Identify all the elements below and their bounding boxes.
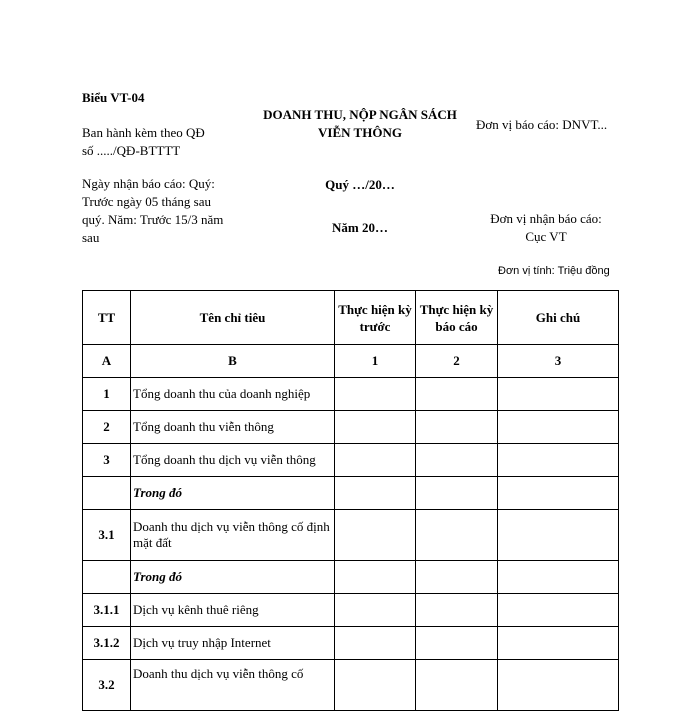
cell-current[interactable] bbox=[416, 378, 498, 411]
row-name: Tổng doanh thu dịch vụ viễn thông bbox=[131, 444, 335, 477]
receive-line-2: Trước ngày 05 tháng sau bbox=[82, 194, 211, 209]
row-name: Trong đó bbox=[131, 477, 335, 510]
title-line-2: VIỄN THÔNG bbox=[318, 125, 402, 140]
row-tt: 3.2 bbox=[83, 660, 131, 711]
row-name: Dịch vụ truy nhập Internet bbox=[131, 627, 335, 660]
cell-prev[interactable] bbox=[335, 594, 416, 627]
report-table bbox=[82, 290, 619, 711]
issued-line-2: số ...../QĐ-BTTTT bbox=[82, 143, 181, 158]
col-header-note: Ghi chú bbox=[498, 291, 619, 345]
cell-note[interactable] bbox=[498, 510, 619, 561]
cell-note[interactable] bbox=[498, 561, 619, 594]
cell-prev[interactable] bbox=[335, 510, 416, 561]
row-name: Doanh thu dịch vụ viễn thông cố bbox=[131, 660, 335, 711]
receive-line-1: Ngày nhận báo cáo: Quý: bbox=[82, 176, 215, 191]
table-row bbox=[83, 411, 619, 444]
issued-line-1: Ban hành kèm theo QĐ bbox=[82, 125, 205, 140]
cell-prev[interactable] bbox=[335, 477, 416, 510]
col-header-report-period: Thực hiện kỳ báo cáo bbox=[416, 291, 498, 345]
row-name: Doanh thu dịch vụ viễn thông cố định mặt đất bbox=[131, 510, 335, 561]
cell-current[interactable] bbox=[416, 411, 498, 444]
cell-prev[interactable] bbox=[335, 660, 416, 711]
cell-note[interactable] bbox=[498, 444, 619, 477]
col-code-b: B bbox=[131, 345, 335, 378]
table-row bbox=[83, 378, 619, 411]
report-title bbox=[250, 106, 470, 142]
row-tt: 3.1.2 bbox=[83, 627, 131, 660]
row-tt bbox=[83, 561, 131, 594]
cell-current[interactable] bbox=[416, 561, 498, 594]
row-name: Trong đó bbox=[131, 561, 335, 594]
cell-current[interactable] bbox=[416, 627, 498, 660]
cell-prev[interactable] bbox=[335, 561, 416, 594]
table-row bbox=[83, 627, 619, 660]
cell-prev[interactable] bbox=[335, 411, 416, 444]
cell-note[interactable] bbox=[498, 411, 619, 444]
col-code-3: 3 bbox=[498, 345, 619, 378]
table-row bbox=[83, 444, 619, 477]
row-tt: 2 bbox=[83, 411, 131, 444]
row-name: Dịch vụ kênh thuê riêng bbox=[131, 594, 335, 627]
col-header-prev-period: Thực hiện kỳ trước bbox=[335, 291, 416, 345]
col-header-tt: TT bbox=[83, 291, 131, 345]
table-row bbox=[83, 660, 619, 711]
row-tt: 3.1 bbox=[83, 510, 131, 561]
title-line-1: DOANH THU, NỘP NGÂN SÁCH bbox=[263, 107, 457, 122]
column-code-row bbox=[83, 345, 619, 378]
row-tt: 1 bbox=[83, 378, 131, 411]
receive-line-3: quý. Năm: Trước 15/3 năm bbox=[82, 212, 224, 227]
row-tt: 3.1.1 bbox=[83, 594, 131, 627]
cell-current[interactable] bbox=[416, 444, 498, 477]
table-row bbox=[83, 510, 619, 561]
cell-note[interactable] bbox=[498, 477, 619, 510]
cell-prev[interactable] bbox=[335, 627, 416, 660]
cell-note[interactable] bbox=[498, 378, 619, 411]
year-label: Năm 20… bbox=[332, 220, 388, 235]
receiving-unit bbox=[478, 210, 614, 246]
cell-current[interactable] bbox=[416, 660, 498, 711]
cell-current[interactable] bbox=[416, 477, 498, 510]
col-code-a: A bbox=[83, 345, 131, 378]
receiving-unit-line-2: Cục VT bbox=[525, 229, 567, 244]
cell-prev[interactable] bbox=[335, 444, 416, 477]
table-row bbox=[83, 477, 619, 510]
table-header-row bbox=[83, 291, 619, 345]
row-tt bbox=[83, 477, 131, 510]
receive-line-4: sau bbox=[82, 230, 100, 245]
reporting-unit: Đơn vị báo cáo: DNVT... bbox=[476, 117, 608, 132]
cell-note[interactable] bbox=[498, 627, 619, 660]
row-tt: 3 bbox=[83, 444, 131, 477]
col-code-1: 1 bbox=[335, 345, 416, 378]
cell-current[interactable] bbox=[416, 510, 498, 561]
table-row bbox=[83, 561, 619, 594]
quarter-label: Quý …/20… bbox=[325, 177, 395, 192]
cell-current[interactable] bbox=[416, 594, 498, 627]
receiving-unit-line-1: Đơn vị nhận báo cáo: bbox=[490, 211, 602, 226]
receive-date-note bbox=[82, 175, 252, 247]
col-code-2: 2 bbox=[416, 345, 498, 378]
cell-note[interactable] bbox=[498, 660, 619, 711]
row-name: Tổng doanh thu của doanh nghiệp bbox=[131, 378, 335, 411]
col-header-name: Tên chỉ tiêu bbox=[131, 291, 335, 345]
form-code: Biểu VT-04 bbox=[82, 90, 145, 105]
row-name: Tổng doanh thu viễn thông bbox=[131, 411, 335, 444]
cell-note[interactable] bbox=[498, 594, 619, 627]
unit-of-measure: Đơn vị tính: Triệu đồng bbox=[498, 265, 610, 277]
table-row bbox=[83, 594, 619, 627]
issued-note bbox=[82, 124, 205, 160]
cell-prev[interactable] bbox=[335, 378, 416, 411]
